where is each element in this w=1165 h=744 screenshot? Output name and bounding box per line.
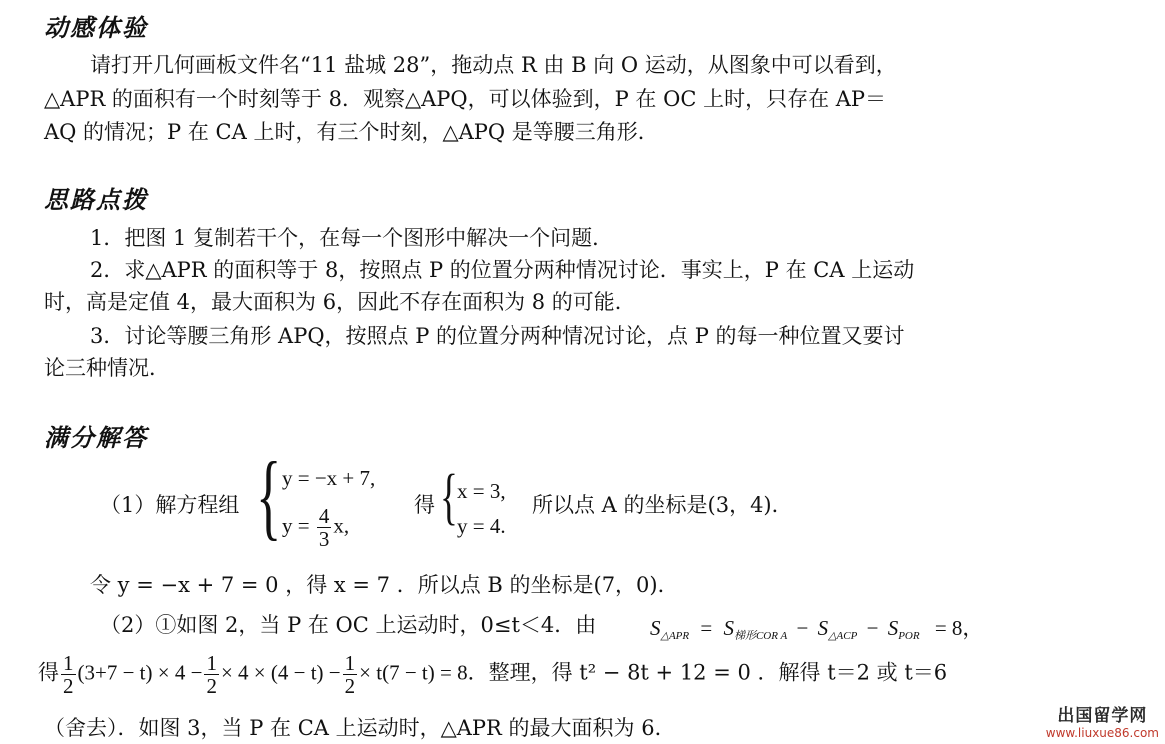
watermark-url: www.liuxue86.com bbox=[1045, 726, 1159, 740]
left-brace-icon: { bbox=[256, 442, 282, 549]
watermark-cn: 出国留学网 bbox=[1057, 706, 1148, 726]
system1-row-1: y = −x + 7, bbox=[282, 466, 376, 490]
hint-2-line-1: 2．求△APR 的面积等于 8，按照点 P 的位置分两种情况讨论．事实上，P 在 CA 上运动 bbox=[90, 258, 915, 282]
system2-row-1: x = 3, bbox=[457, 479, 506, 503]
hint-3-line-2: 论三种情况． bbox=[44, 356, 170, 380]
experience-line-2: △APR 的面积有一个时刻等于 8．观察△APQ，可以体验到，P 在 OC 上时，只存在 AP＝ bbox=[44, 87, 887, 111]
part2-intro: （2）①如图 2，当 P 在 OC 上运动时，0≤t＜4．由 bbox=[100, 613, 597, 637]
final-line: （舍去）．如图 3，当 P 在 CA 上运动时，△APR 的最大面积为 6． bbox=[44, 716, 676, 740]
section-title-experience: 动感体验 bbox=[44, 14, 148, 42]
part1-result: 所以点 A 的坐标是(3，4)． bbox=[532, 493, 793, 517]
left-brace-small-icon: { bbox=[440, 463, 458, 531]
part1-label: （1）解方程组 bbox=[100, 493, 240, 517]
equation-line: 得 $\frac{1}{2}$ (3+7 − t) × 4 − $\frac{1}{2}$ × 4 × (4 − t) − $\frac{1}{2}$ × t(7 − t) = 8．整理，得 t² − 8t + 12 = 0 ．解得 t＝2 或 t＝6 bbox=[38, 651, 948, 698]
hint-3-line-1: 3．讨论等腰三角形 APQ，按照点 P 的位置分两种情况讨论，点 P 的每一种位置又要讨 bbox=[90, 324, 905, 348]
section-title-solution: 满分解答 bbox=[44, 424, 148, 452]
experience-line-3: AQ 的情况；P 在 CA 上时，有三个时刻，△APQ 是等腰三角形． bbox=[44, 120, 659, 144]
de-label: 得 bbox=[414, 493, 435, 517]
system2-row-2: y = 4. bbox=[457, 514, 506, 538]
watermark bbox=[1046, 701, 1159, 740]
point-b-line: 令 y = −x + 7 = 0 ，得 x = 7 ．所以点 B 的坐标是(7，0)． bbox=[90, 573, 679, 597]
hint-1: 1．把图 1 复制若干个，在每一个图形中解决一个问题． bbox=[90, 226, 614, 250]
experience-line-1: 请打开几何画板文件名“11 盐城 28”，拖动点 R 由 B 向 O 运动，从图象中可以看到， bbox=[90, 53, 897, 77]
hint-2-line-2: 时，高是定值 4，最大面积为 6，因此不存在面积为 8 的可能． bbox=[44, 290, 636, 314]
section-title-hints: 思路点拨 bbox=[44, 186, 148, 214]
system1-row-2: y = $\frac{4}{3}$ x, bbox=[282, 504, 350, 551]
area-equation: $S_{\triangle APR} = S_{梯形COR A} - S_{\triangle ACP} - S_{POR} = 8$， bbox=[650, 616, 984, 642]
